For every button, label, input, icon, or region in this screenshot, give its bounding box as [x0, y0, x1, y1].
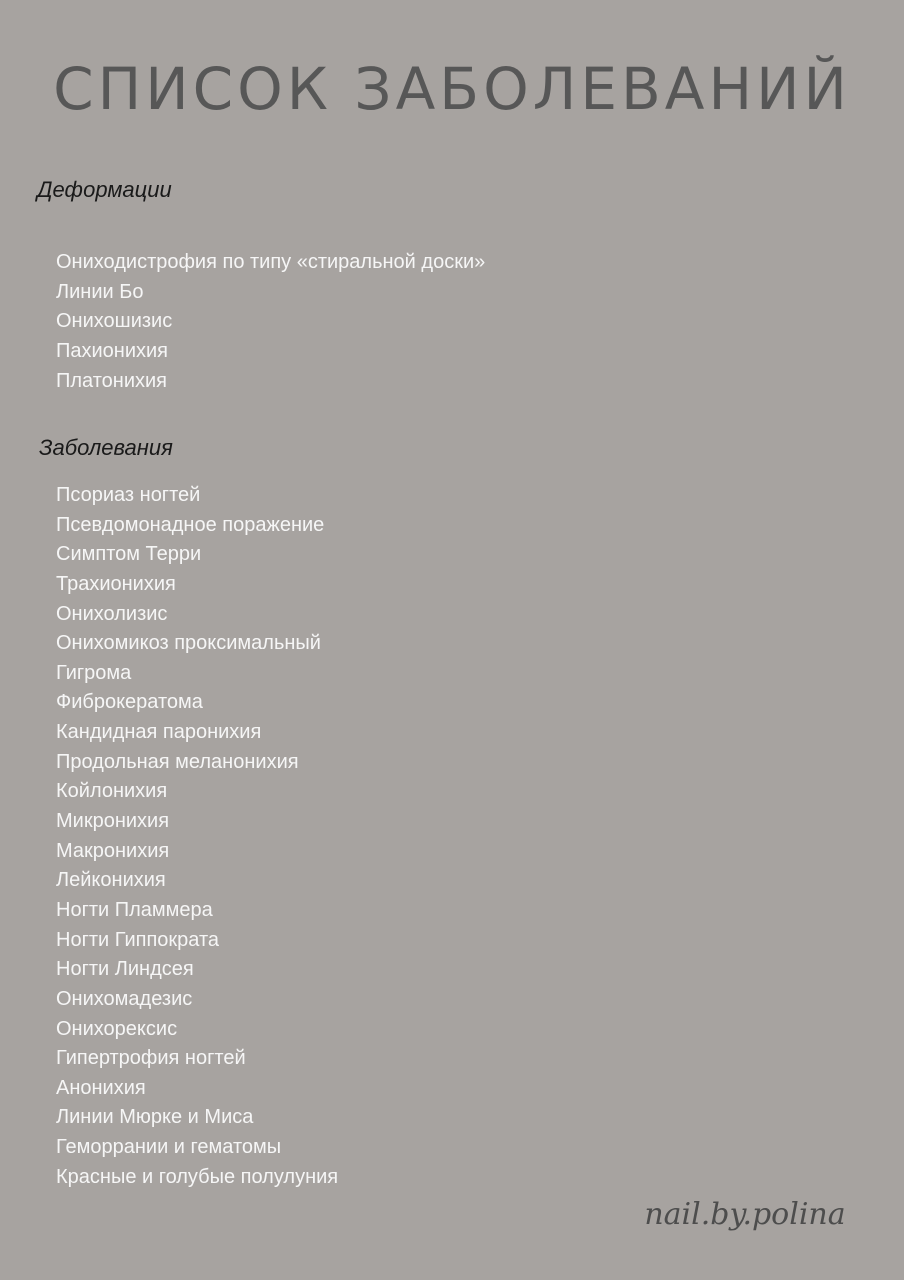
item-text: Ногти Пламмера [56, 898, 213, 921]
signature-logo [630, 1184, 860, 1274]
item-text: Симптом Терри [56, 543, 202, 566]
item-text: Пахионихия [56, 339, 169, 362]
item-text: Онихорексис [56, 1017, 178, 1040]
item-text: Кандидная паронихия [56, 721, 262, 744]
item-text: Геморрании и гематомы [56, 1136, 282, 1159]
item-text: Платонихия [56, 369, 168, 392]
item-text: Ониходистрофия по типу «стиральной доски» [56, 251, 486, 273]
item-text: Койлонихия [56, 780, 168, 803]
item-text: Красные и голубые полулуния [56, 1165, 339, 1188]
page-title: СПИСОК ЗАБОЛЕВАНИЙ [53, 55, 851, 123]
item-text: Онихомадезис [56, 987, 193, 1010]
item-text: Лейконихия [56, 869, 166, 892]
item-text: Анонихия [56, 1076, 146, 1099]
item-text: Трахионихия [56, 572, 176, 595]
signature-text: nail.by.polina [644, 1197, 846, 1232]
item-text: Макронихия [56, 839, 170, 862]
item-text: Псевдомонадное поражение [56, 513, 325, 536]
item-text: Продольная меланонихия [56, 750, 299, 773]
item-text: Онихолизис [56, 602, 168, 625]
item-text: Ногти Линдсея [56, 958, 194, 981]
section-heading-deformations: Деформации [37, 177, 172, 202]
item-text: Гигрома [56, 661, 132, 684]
item-text: Микронихия [56, 810, 170, 833]
item-text: Линии Мюрке и Миса [56, 1106, 254, 1129]
item-text: Гипертрофия ногтей [56, 1047, 246, 1070]
item-text: Фиброкератома [56, 691, 203, 714]
item-text: Линии Бо [56, 280, 144, 303]
item-text: Онихошизис [56, 310, 173, 333]
item-text: Псориаз ногтей [56, 484, 201, 506]
section-heading-diseases: Заболевания [39, 435, 173, 460]
item-text: Ногти Гиппократа [56, 928, 220, 951]
item-text: Онихомикоз проксимальный [56, 632, 321, 655]
